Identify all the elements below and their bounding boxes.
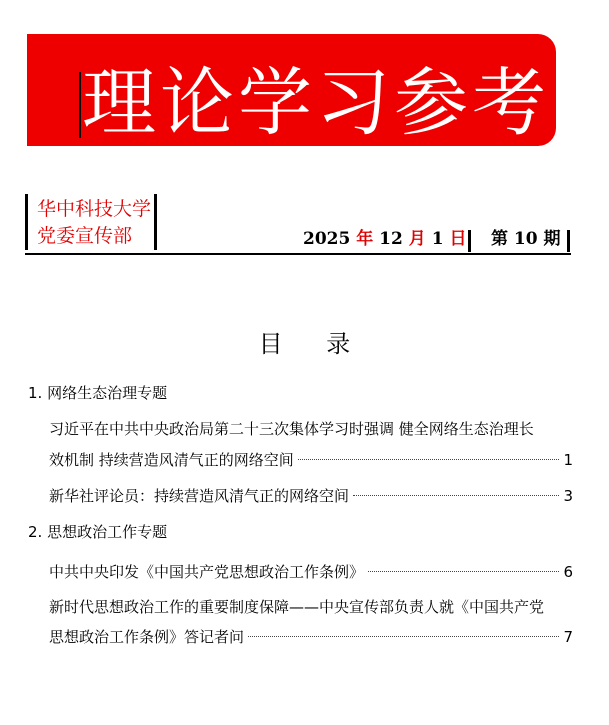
toc-entry-text: 中共中央印发《中国共产党思想政治工作条例》 (49, 563, 365, 581)
leader-dots (353, 495, 559, 496)
toc-page-number: 1 (563, 451, 573, 469)
toc-section-title: 1. 网络生态治理专题 (28, 384, 168, 402)
text-cursor (79, 72, 81, 138)
issue-number: 第 10 期 (491, 229, 561, 249)
toc-entry-link[interactable] (49, 627, 573, 647)
toc-entry-link[interactable]: 习近平在中共中央政治局第二十三次集体学习时强调 健全网络生态治理长 (49, 420, 534, 438)
toc-page-number: 3 (563, 487, 573, 505)
publisher-box (25, 194, 157, 250)
toc-entry-link[interactable] (49, 562, 573, 582)
toc-page-number: 6 (563, 563, 573, 581)
leader-dots (368, 571, 559, 572)
toc-entry-link[interactable] (49, 486, 573, 506)
toc-entry-text: 新华社评论员：持续营造风清气正的网络空间 (49, 487, 350, 505)
masthead-rule (25, 253, 571, 255)
issue-date (303, 228, 466, 250)
date-day-unit: 日 (449, 229, 467, 249)
leader-dots (298, 459, 560, 460)
publisher-department: 党委宣传部 (37, 225, 133, 247)
toc-entry-text: 思想政治工作条例》答记者问 (49, 628, 245, 646)
toc-section-title: 2. 思想政治工作专题 (28, 523, 168, 541)
publication-title: 理论学习参考 (82, 60, 550, 146)
date-month: 12 (379, 229, 403, 249)
toc-heading: 目 录 (258, 330, 369, 358)
publisher-name: 华中科技大学 (37, 198, 152, 220)
masthead-divider (468, 230, 471, 252)
toc-entry-link[interactable] (49, 450, 573, 470)
date-month-unit: 月 (408, 229, 426, 249)
masthead (25, 194, 571, 256)
date-day: 1 (431, 229, 444, 249)
date-year: 2025 (303, 229, 351, 249)
toc-entry-link[interactable]: 新时代思想政治工作的重要制度保障——中央宣传部负责人就《中国共产党 (49, 598, 545, 616)
toc-page-number: 7 (563, 628, 573, 646)
leader-dots (248, 636, 559, 637)
toc-entry-text: 效机制 持续营造风清气正的网络空间 (49, 451, 294, 469)
date-year-unit: 年 (356, 229, 374, 249)
masthead-divider (567, 230, 570, 252)
